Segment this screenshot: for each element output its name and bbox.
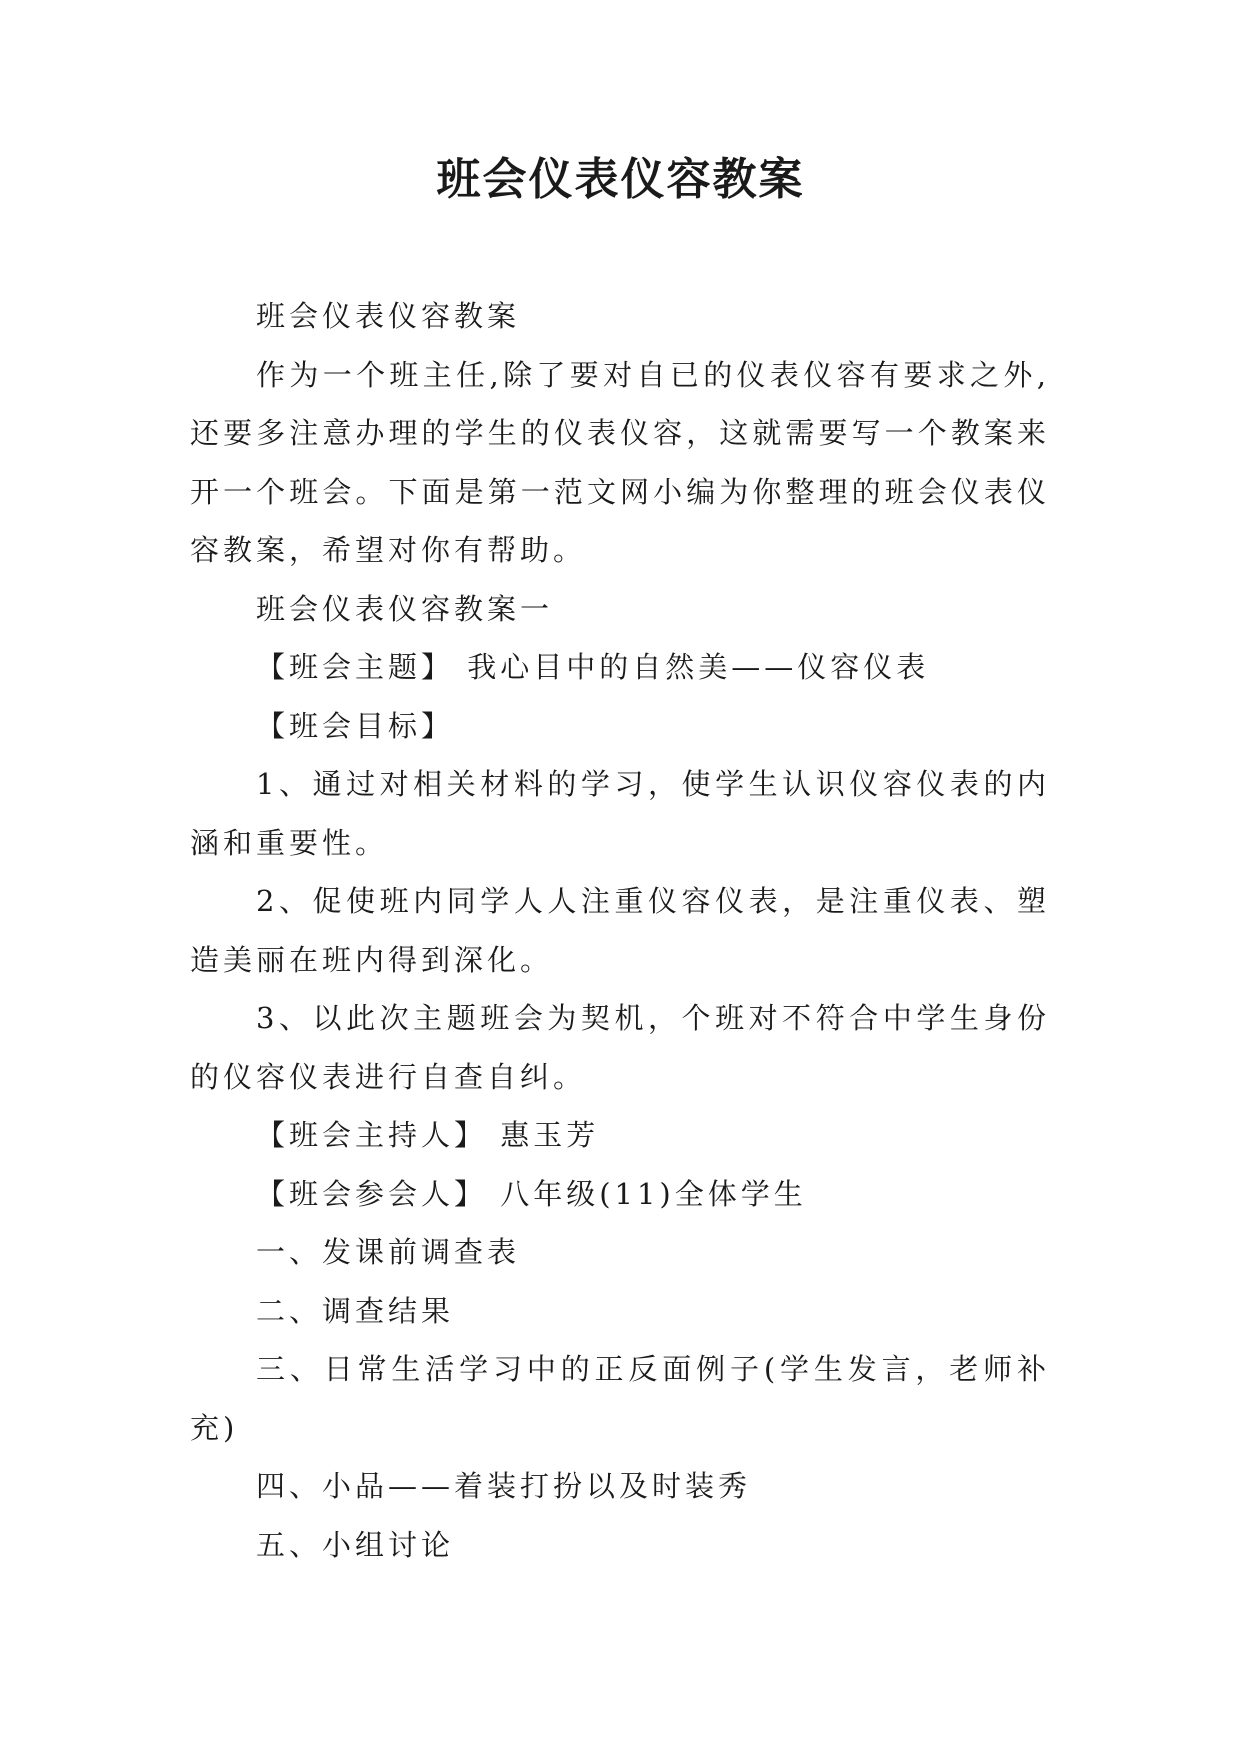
paragraph: 五、小组讨论 xyxy=(256,1527,455,1562)
paragraph: 四、小品——着装打扮以及时装秀 xyxy=(256,1469,752,1503)
paragraph: 3、以此次主题班会为契机，个班对不符合中学生身份的仪容仪表进行自查自纠。 xyxy=(190,1001,1050,1094)
paragraph: 一、发课前调查表 xyxy=(256,1235,521,1269)
paragraph: 【班会参会人】 八年级(11)全体学生 xyxy=(256,1176,807,1211)
paragraph: 2、促使班内同学人人注重仪容仪表，是注重仪表、塑造美丽在班内得到深化。 xyxy=(190,884,1050,977)
document-title: 班会仪表仪容教案 xyxy=(436,154,805,205)
paragraph: 三、日常生活学习中的正反面例子(学生发言，老师补充) xyxy=(190,1352,1050,1445)
paragraph: 班会仪表仪容教案 xyxy=(256,299,521,333)
paragraph: 二、调查结果 xyxy=(256,1293,455,1328)
paragraph: 【班会主持人】 惠玉芳 xyxy=(256,1118,600,1152)
document-body xyxy=(190,287,1050,1574)
paragraph: 【班会目标】 xyxy=(256,708,455,743)
paragraph: 班会仪表仪容教案一 xyxy=(256,591,554,626)
paragraph: 作为一个班主任,除了要对自已的仪表仪容有要求之外,还要多注意办理的学生的仪表仪容，这就需要写一个教案来开一个班会。下面是第一范文网小编为你整理的班会仪表仪容教案，希望对你有帮助。 xyxy=(190,357,1050,567)
paragraph: 1、通过对相关材料的学习，使学生认识仪容仪表的内涵和重要性。 xyxy=(190,767,1050,860)
paragraph: 【班会主题】 我心目中的自然美——仪容仪表 xyxy=(256,650,930,684)
